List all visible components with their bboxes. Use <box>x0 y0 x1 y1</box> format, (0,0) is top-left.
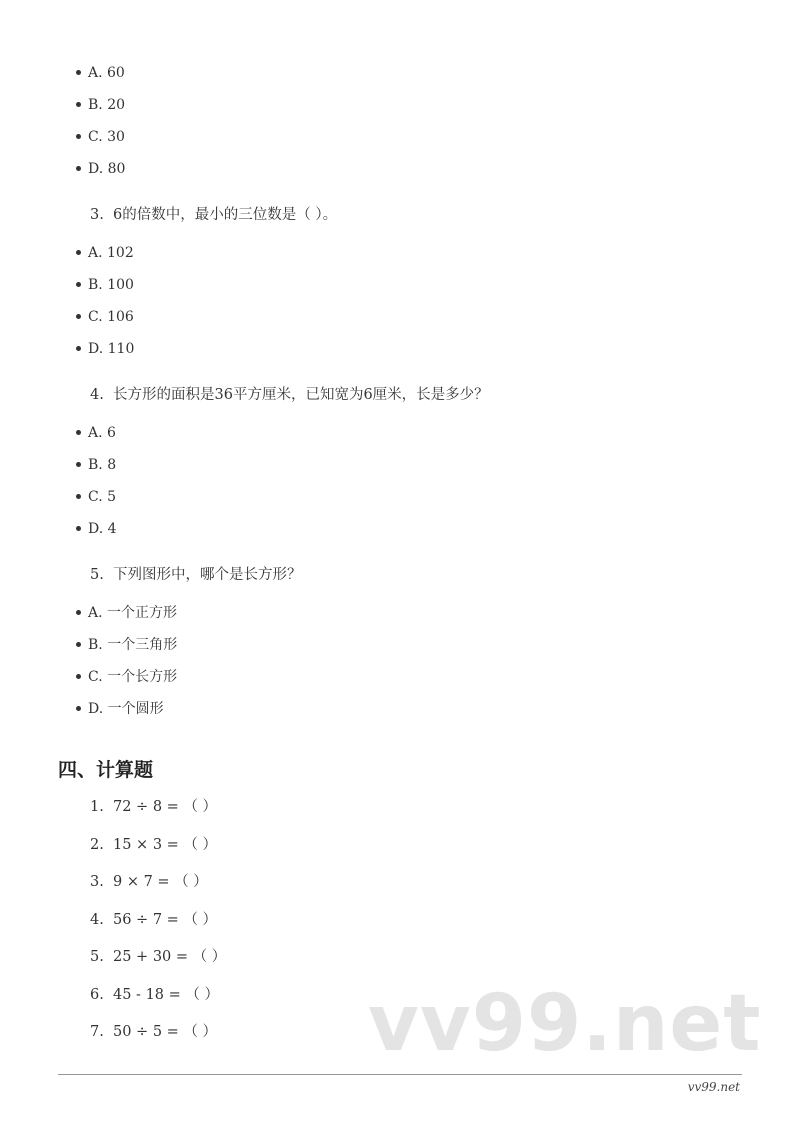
calc-text: 72 ÷ 8 = （ ） <box>113 799 218 815</box>
watermark: vv99.net <box>368 979 762 1069</box>
calc-number: 5. <box>90 949 104 965</box>
option-q5-a <box>76 604 177 622</box>
calc-item-6 <box>90 985 219 1005</box>
option-q3-d <box>76 340 134 358</box>
calc-text: 25 + 30 = （ ） <box>113 949 227 965</box>
bullet-icon <box>76 462 81 467</box>
footer-site: vv99.net <box>687 1080 740 1094</box>
question-number: 3. <box>90 207 104 223</box>
question-4 <box>90 385 489 405</box>
bullet-icon <box>76 430 81 435</box>
option-text: D. 4 <box>88 521 117 537</box>
option-text: D. 80 <box>88 161 126 177</box>
bullet-icon <box>76 610 81 615</box>
calc-number: 6. <box>90 987 104 1003</box>
question-number: 5. <box>90 567 104 583</box>
bullet-icon <box>76 102 81 107</box>
footer-divider <box>58 1074 742 1075</box>
option-text: D. 110 <box>88 341 135 357</box>
question-text: 6的倍数中，最小的三位数是（ ）。 <box>113 207 338 223</box>
option-text: C. 一个长方形 <box>88 669 178 685</box>
calc-number: 7. <box>90 1024 104 1040</box>
calc-text: 45 - 18 = （ ） <box>113 987 219 1003</box>
option-q2-b <box>76 96 125 114</box>
calc-item-4 <box>90 910 217 930</box>
question-5 <box>90 565 302 585</box>
bullet-icon <box>76 494 81 499</box>
option-q4-d <box>76 520 117 538</box>
option-q3-b <box>76 276 134 294</box>
option-q2-d <box>76 160 125 178</box>
calc-item-3 <box>90 872 208 892</box>
calc-number: 2. <box>90 837 104 853</box>
option-q3-c <box>76 308 134 326</box>
option-text: B. 20 <box>88 97 126 113</box>
option-q4-a <box>76 424 116 442</box>
section-title: 四、计算题 <box>58 759 154 781</box>
bullet-icon <box>76 642 81 647</box>
bullet-icon <box>76 250 81 255</box>
calc-item-1 <box>90 797 217 817</box>
bullet-icon <box>76 674 81 679</box>
calc-item-2 <box>90 835 217 855</box>
option-text: C. 30 <box>88 129 125 145</box>
bullet-icon <box>76 166 81 171</box>
option-q3-a <box>76 244 134 262</box>
question-3 <box>90 205 337 225</box>
option-q2-a <box>76 64 125 82</box>
option-text: B. 一个三角形 <box>88 637 178 653</box>
bullet-icon <box>76 526 81 531</box>
calc-item-5 <box>90 947 226 967</box>
option-text: A. 60 <box>88 65 125 81</box>
calc-text: 15 × 3 = （ ） <box>113 837 218 853</box>
question-text: 长方形的面积是36平方厘米，已知宽为6厘米，长是多少？ <box>113 387 489 403</box>
option-q4-b <box>76 456 116 474</box>
bullet-icon <box>76 70 81 75</box>
calc-item-7 <box>90 1022 217 1042</box>
option-text: B. 8 <box>88 457 117 473</box>
question-text: 下列图形中，哪个是长方形？ <box>113 567 302 583</box>
option-text: A. 102 <box>88 245 134 261</box>
option-q2-c <box>76 128 125 146</box>
option-text: C. 106 <box>88 309 134 325</box>
option-text: A. 一个正方形 <box>88 605 178 621</box>
calc-number: 1. <box>90 799 104 815</box>
calc-text: 56 ÷ 7 = （ ） <box>113 912 218 928</box>
question-number: 4. <box>90 387 104 403</box>
calc-number: 3. <box>90 874 104 890</box>
bullet-icon <box>76 134 81 139</box>
bullet-icon <box>76 346 81 351</box>
option-text: A. 6 <box>88 425 116 441</box>
option-q5-d <box>76 700 164 718</box>
option-text: C. 5 <box>88 489 117 505</box>
calc-number: 4. <box>90 912 104 928</box>
option-text: B. 100 <box>88 277 134 293</box>
bullet-icon <box>76 314 81 319</box>
bullet-icon <box>76 706 81 711</box>
bullet-icon <box>76 282 81 287</box>
option-text: D. 一个圆形 <box>88 701 164 717</box>
option-q4-c <box>76 488 116 506</box>
calc-text: 50 ÷ 5 = （ ） <box>113 1024 218 1040</box>
option-q5-c <box>76 668 177 686</box>
calc-text: 9 × 7 = （ ） <box>113 874 208 890</box>
option-q5-b <box>76 636 177 654</box>
